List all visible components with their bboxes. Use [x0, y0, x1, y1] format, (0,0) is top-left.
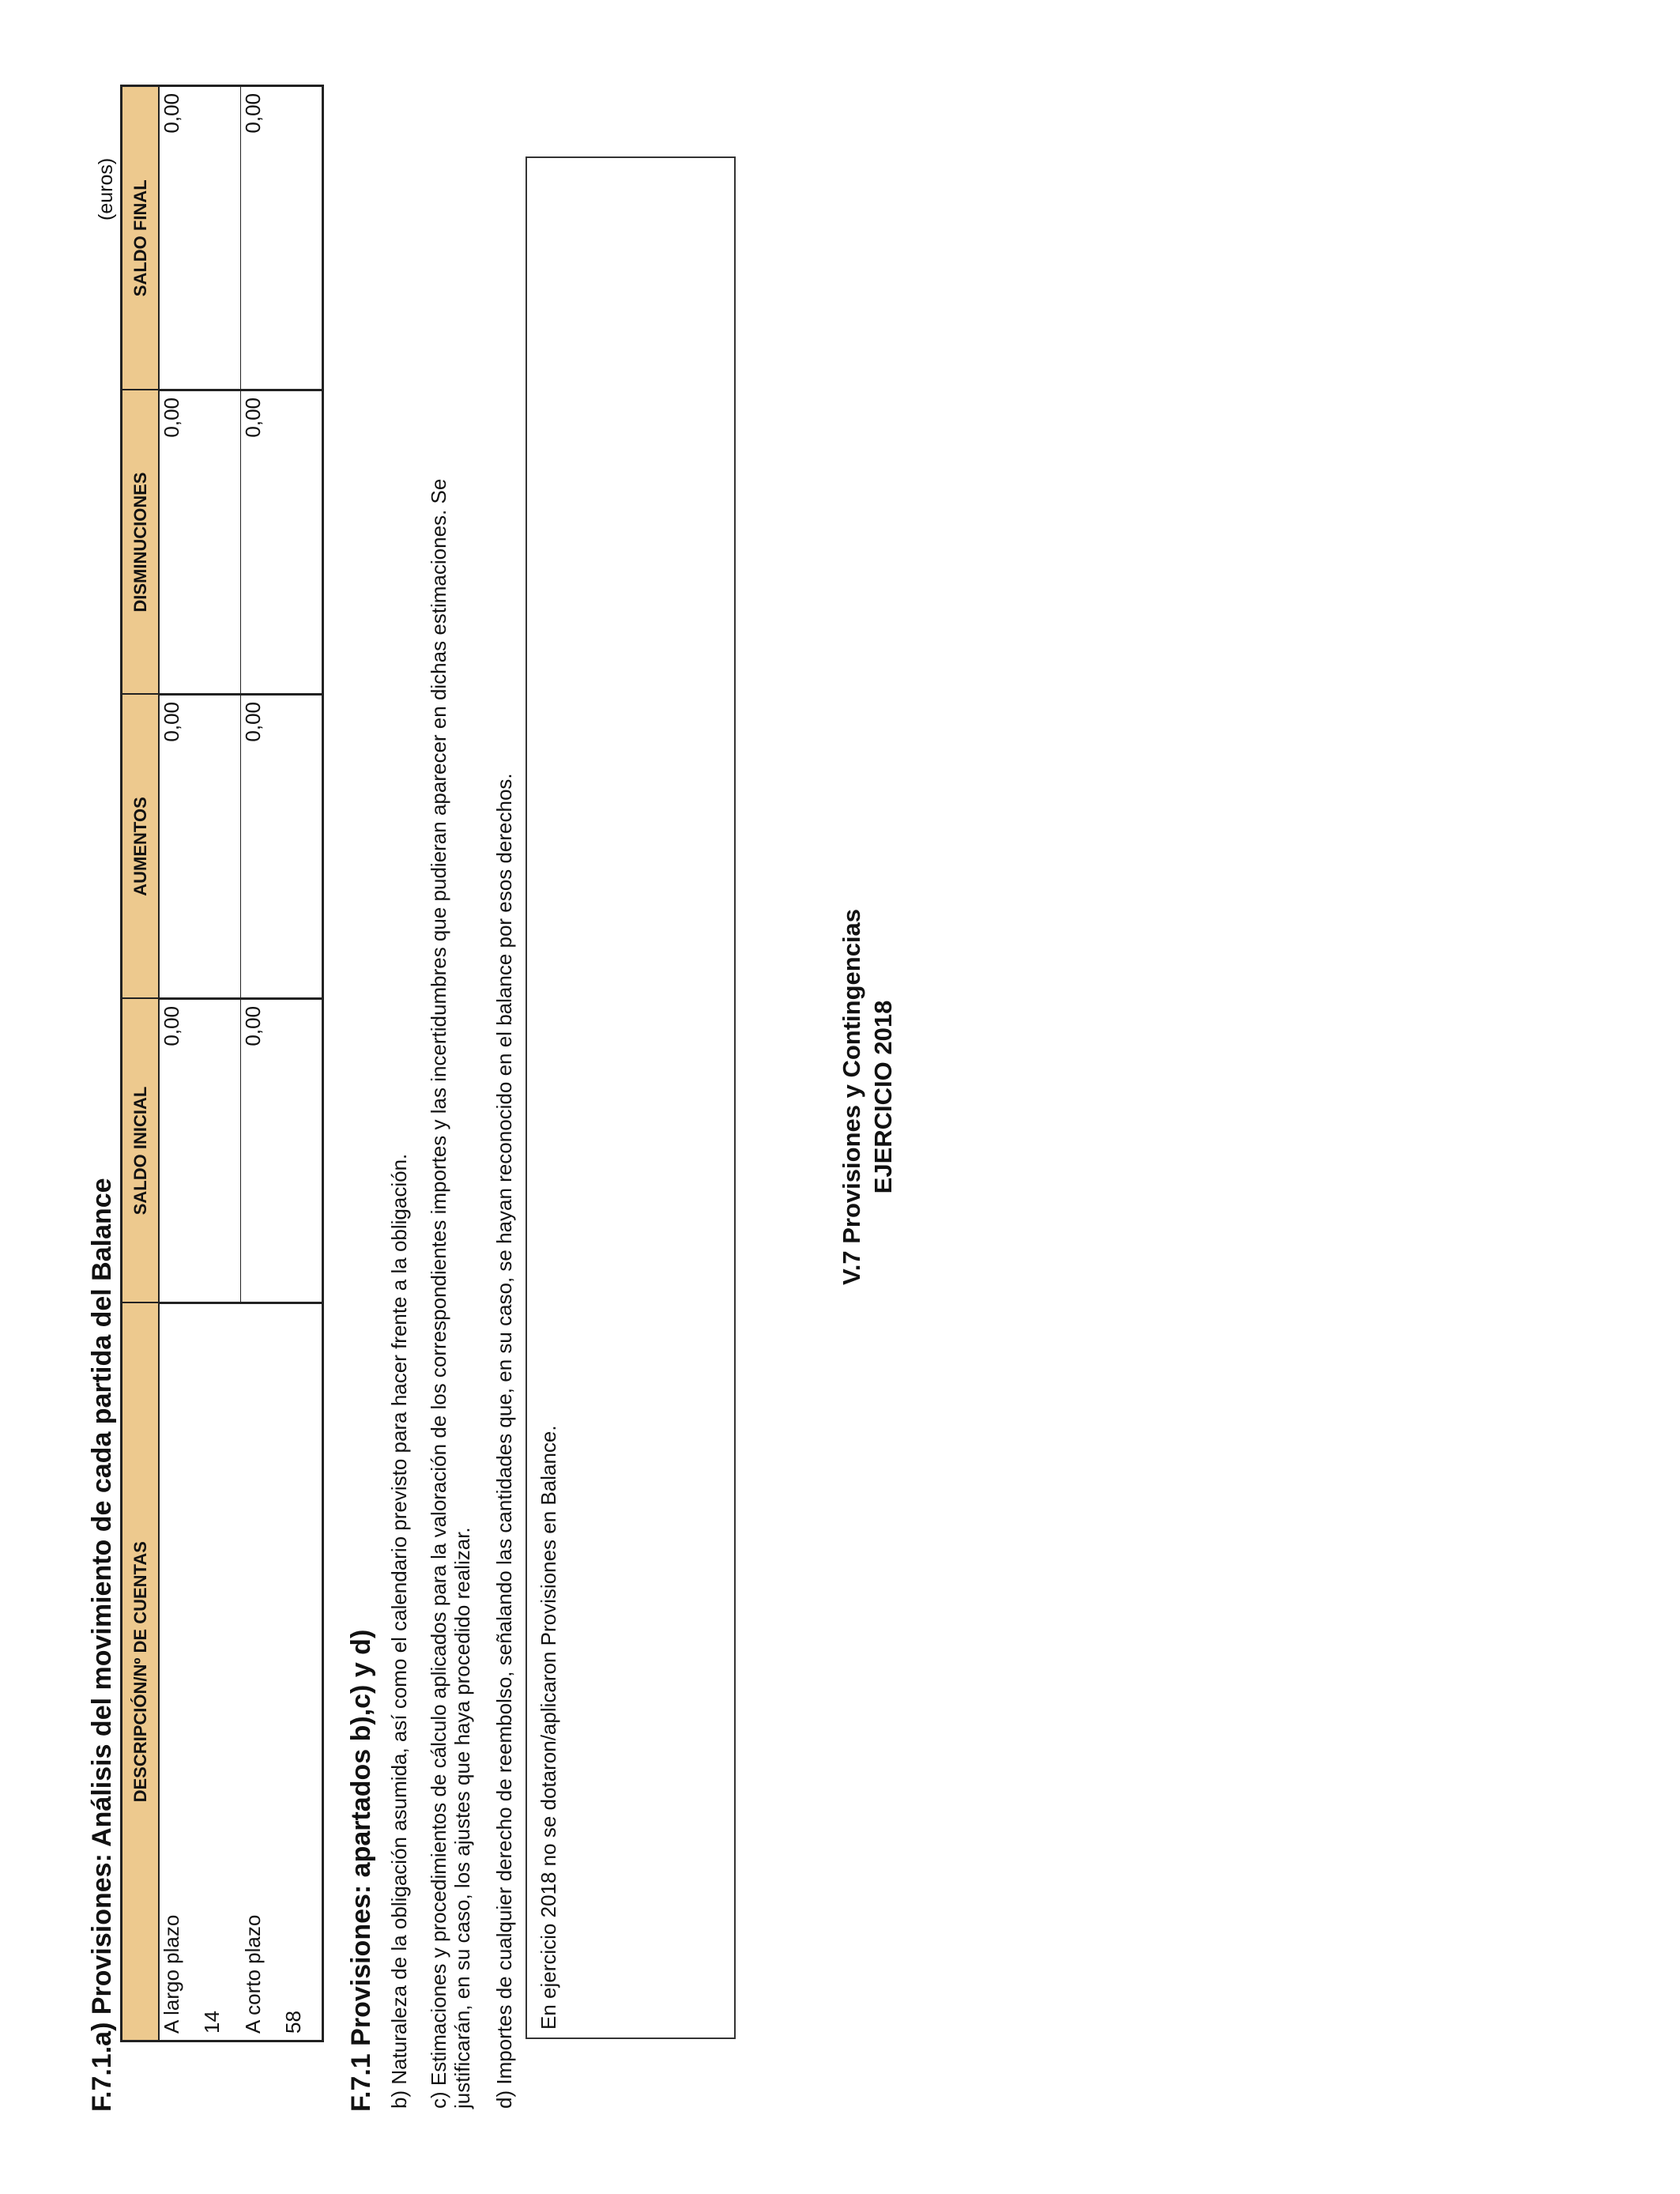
cell-saldo-final: 0,00: [241, 86, 282, 390]
cell-disminuciones: 0,00: [159, 390, 200, 695]
col-header-descripcion: DESCRIPCIÓN/Nº DE CUENTAS: [122, 1303, 160, 2041]
paragraph-b: b) Naturaleza de la obligación asumida, así como el calendario previsto para hacer frente a la obligación.: [387, 1153, 411, 2109]
section-a-title: F.7.1.a) Provisiones: Análisis del movimiento de cada partida del Balance: [87, 1178, 117, 2112]
col-header-saldo-inicial: SALDO INICIAL: [122, 999, 160, 1303]
row-account: 58: [281, 1303, 323, 2041]
units-label: (euros): [95, 157, 117, 221]
cell-saldo-final: 0,00: [159, 86, 200, 390]
page-subtitle: EJERCICIO 2018: [869, 1000, 897, 1194]
provisions-table: [120, 85, 324, 2042]
col-header-aumentos: AUMENTOS: [122, 695, 160, 999]
paragraph-d: d) Importes de cualquier derecho de reembolso, señalando las cantidades que, en su caso, se hayan reconocido en el balance por esos derechos.: [492, 773, 516, 2109]
paragraph-c-line2: justificarán, en su caso, los ajustes que haya procedido realizar.: [450, 1527, 474, 2109]
table-row: [241, 86, 282, 2041]
section-bcd-title: F.7.1 Provisiones: apartados b),c) y d): [346, 1629, 376, 2112]
cell-aumentos: 0,00: [241, 695, 282, 999]
table-row: [159, 86, 200, 2041]
cell-saldo-inicial: 0,00: [241, 999, 282, 1303]
row-desc: A largo plazo: [159, 1303, 200, 2041]
notes-box: [525, 156, 736, 2039]
notes-text: En ejercicio 2018 no se dotaron/aplicaron Provisiones en Balance.: [537, 1425, 560, 2030]
row-account: 14: [200, 1303, 241, 2041]
cell-saldo-inicial: 0,00: [159, 999, 200, 1303]
paragraph-c-line1: c) Estimaciones y procedimientos de cálculo aplicados para la valoración de los correspondientes importes y las incertidumbres que pudieran aparecer en dichas estimaciones. Se: [427, 478, 450, 2109]
table-header-row: [122, 86, 160, 2041]
table-row: [281, 86, 323, 2041]
col-header-saldo-final: SALDO FINAL: [122, 86, 160, 390]
cell-aumentos: 0,00: [159, 695, 200, 999]
table-row: [200, 86, 241, 2041]
col-header-disminuciones: DISMINUCIONES: [122, 390, 160, 695]
row-desc: A corto plazo: [241, 1303, 282, 2041]
cell-disminuciones: 0,00: [241, 390, 282, 695]
page-title: V.7 Provisiones y Contingencias: [838, 908, 865, 1286]
